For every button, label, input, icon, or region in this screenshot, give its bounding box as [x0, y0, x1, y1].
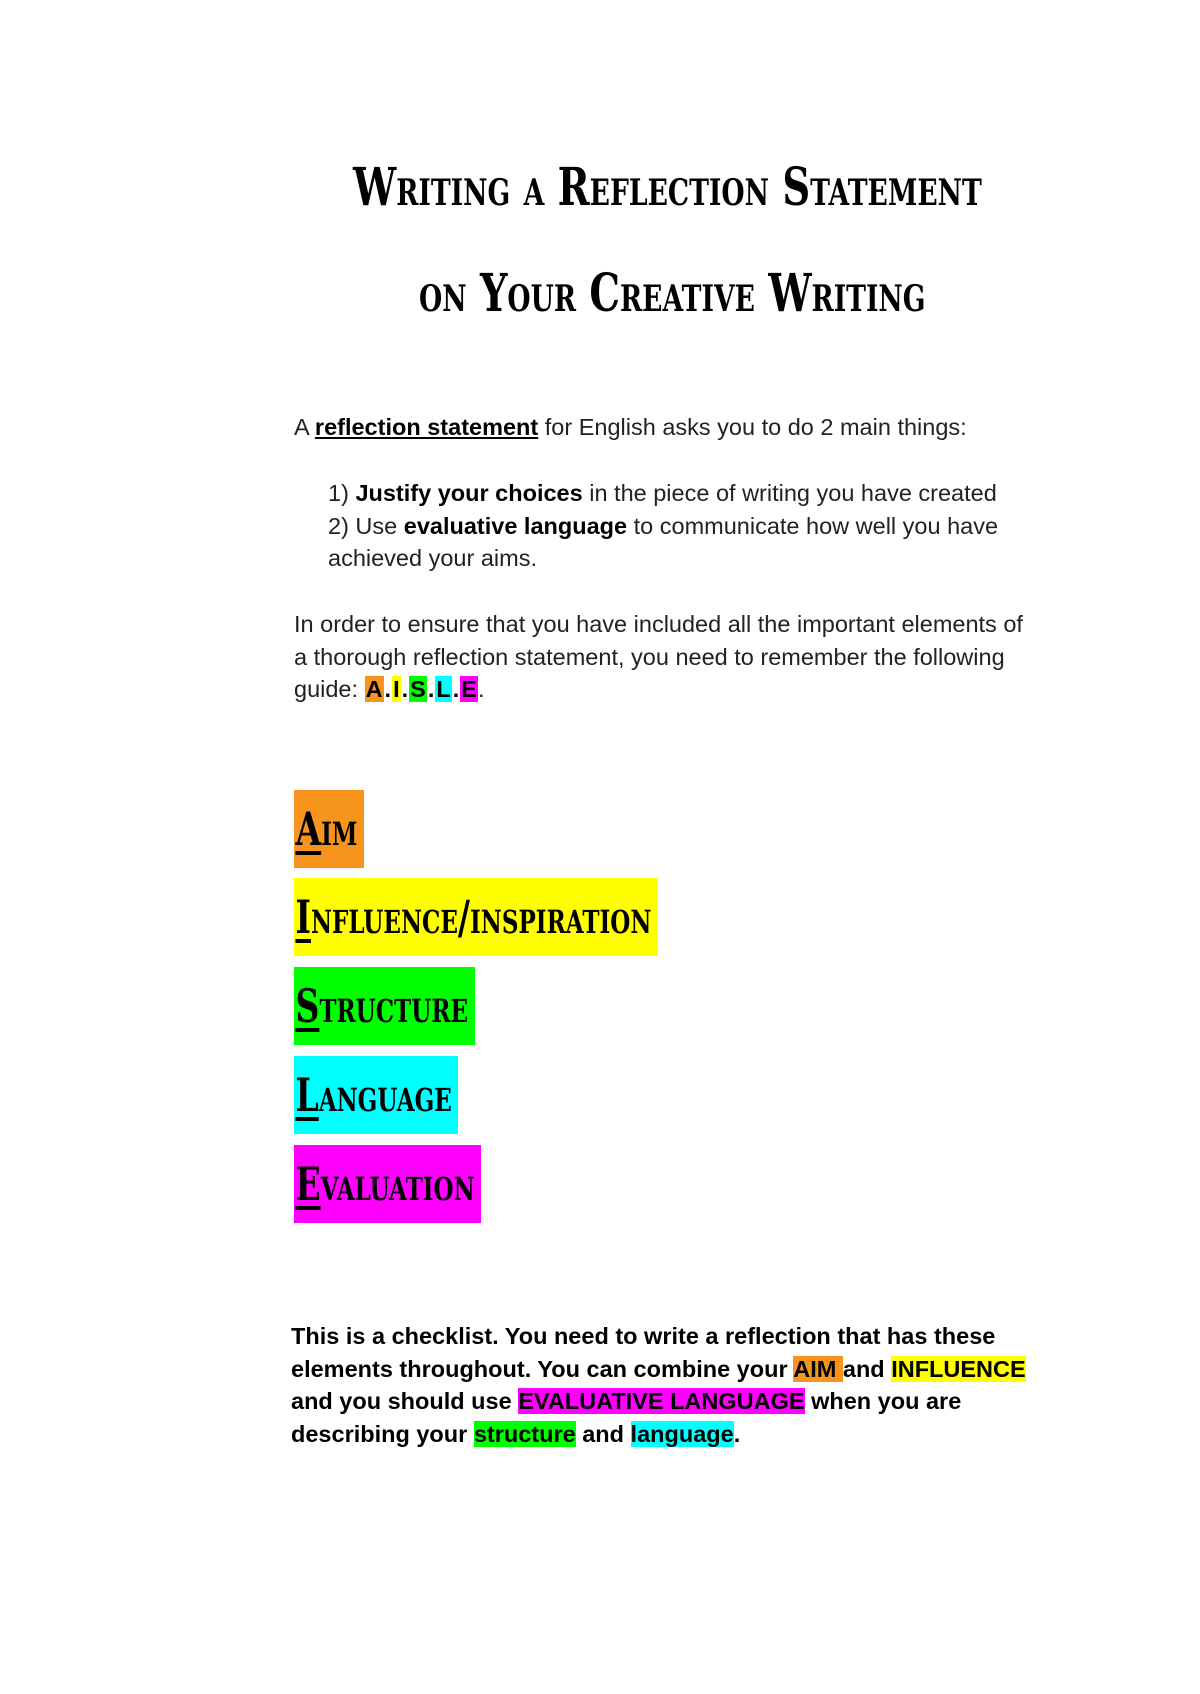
aisle-item [294, 1145, 481, 1223]
checklist-text: . [733, 1420, 741, 1447]
step-text: in the piece of writing you have created [582, 480, 997, 506]
language-highlight: language [630, 1420, 734, 1447]
list-item [328, 510, 1038, 575]
checklist-paragraph [291, 1320, 1061, 1450]
intro-suffix: for English asks you to do 2 main things: [538, 414, 967, 440]
aisle-label: nfluence/inspiration [310, 890, 652, 944]
aisle-initial: I [295, 890, 311, 944]
checklist-text: and [842, 1355, 892, 1382]
evaluative-language-highlight: EVALUATIVE LANGUAGE [518, 1388, 805, 1414]
checklist-text: and [575, 1420, 631, 1447]
acronym-letter: . [427, 676, 435, 702]
step-number: 1) [328, 480, 356, 506]
acronym-letter: . [384, 676, 392, 702]
aisle-label: valuation [320, 1157, 475, 1211]
acronym-letter: . [452, 676, 460, 702]
aisle-label: im [321, 802, 358, 856]
aisle-initial: L [295, 1068, 319, 1122]
acronym-letter: . [401, 676, 409, 702]
guide-text: In order to ensure that you have included all the important elements of a thorough reflection statement, you need to remember the following guide: [294, 611, 1023, 702]
step-bold: evaluative language [403, 512, 628, 539]
aisle-label: tructure [319, 979, 469, 1033]
aisle-item [294, 967, 475, 1045]
aisle-item [294, 878, 658, 956]
aisle-label: anguage [318, 1068, 452, 1122]
checklist-text: This is a checklist. You need to write a reflection that has these elements throughout. You can combine your [291, 1323, 996, 1382]
structure-highlight: structure [473, 1420, 576, 1447]
intro-paragraph [294, 411, 1094, 444]
acronym-letter: S [410, 676, 426, 702]
aisle-item [294, 790, 364, 868]
acronym-letter: A [365, 676, 383, 702]
step-bold: Justify your choices [355, 480, 583, 506]
acronym-letter: E [461, 676, 477, 702]
acronym-letter: I [393, 676, 400, 702]
aisle-initial: E [295, 1157, 321, 1211]
acronym-letter: L [436, 676, 451, 702]
main-things-list [328, 477, 1038, 575]
aisle-initial: A [295, 802, 322, 856]
page-title-line-1: Writing a Reflection Statement [353, 157, 982, 218]
aisle-initial: S [295, 979, 320, 1033]
page-title-line-2: on Your Creative Writing [419, 263, 926, 324]
checklist-text: when you are describing your [291, 1388, 962, 1447]
checklist-text: and you should use [291, 1388, 519, 1414]
aim-highlight: AIM [793, 1355, 843, 1382]
influence-highlight: INFLUENCE [891, 1355, 1026, 1382]
guide-paragraph [294, 608, 1034, 706]
step-text: to communicate how well you have achieved your aims. [328, 512, 999, 571]
intro-prefix: A [294, 414, 315, 440]
aisle-item [294, 1056, 458, 1134]
aisle-acronym [365, 676, 478, 702]
reflection-statement-term: reflection statement [314, 414, 539, 440]
step-number: 2) Use [328, 512, 404, 539]
guide-end: . [477, 676, 485, 702]
list-item [328, 477, 1038, 510]
